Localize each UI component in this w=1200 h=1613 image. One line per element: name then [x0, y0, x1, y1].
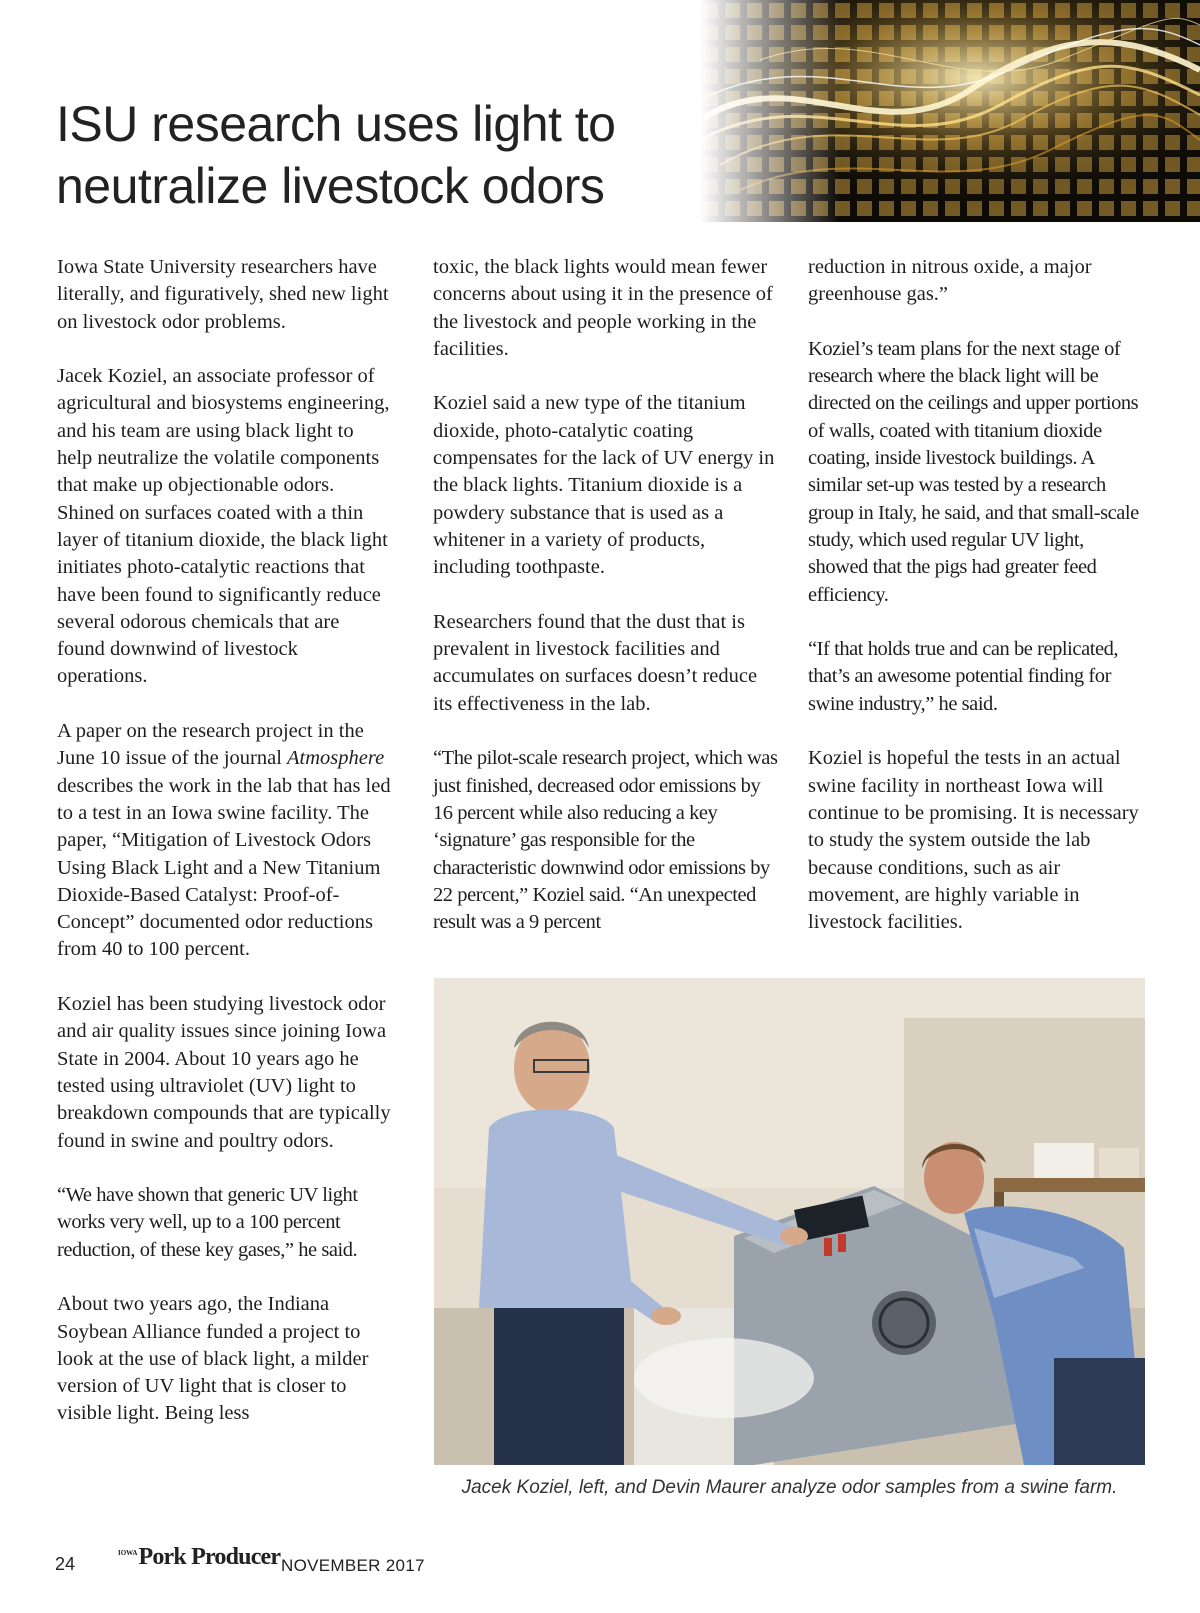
headline-line-1: ISU research uses light to [56, 96, 616, 152]
body-paragraph: Jacek Koziel, an associate professor of agricultural and biosystems engineering, and his team are using black light to help neutralize the volatile components that make up objectionable odors. Shined on surfaces coated with a thin layer of titanium dioxide, the black light initiates photo-catalytic reactions that have been found to significantly reduce several odorous chemicals that are found downwind of livestock operations. [57, 365, 390, 688]
light-streaks-image [700, 0, 1200, 222]
body-paragraph: About two years ago, the Indiana Soybean Alliance funded a project to look at the use of black light, a milder version of UV light that is closer to visible light. Being less [57, 1293, 369, 1425]
header-light-graphic [700, 0, 1200, 222]
magazine-name: Pork Producer [138, 1544, 281, 1570]
lab-photo [434, 978, 1145, 1465]
issue-date: NOVEMBER 2017 [281, 1556, 425, 1575]
body-paragraph: reduction in nitrous oxide, a major greenhouse gas.” [808, 256, 1092, 306]
body-paragraph: Researchers found that the dust that is prevalent in livestock facilities and accumulates on surfaces doesn’t reduce its effectiveness in the lab. [433, 610, 758, 715]
body-paragraph: Koziel said a new type of the titanium dioxide, photo-catalytic coating compensates for the lack of UV energy in the black lights. Titanium dioxide is a powdery substance that is used as a whitener in a variety of products, including toothpaste. [433, 392, 775, 579]
journal-text-before: A paper on the research project in the June 10 issue of the journal [57, 720, 364, 770]
article-column-3 [808, 254, 1148, 964]
body-paragraph-quote: “If that holds true and can be replicated, that’s an awesome potential finding for swine industry,” he said. [808, 638, 1119, 715]
article-headline [56, 93, 706, 217]
body-paragraph: Koziel has been studying livestock odor and air quality issues since joining Iowa State in 2004. About 10 years ago he tested using ultraviolet (UV) light to breakdown compounds that are typically found in swine and poultry odors. [57, 993, 391, 1152]
body-paragraph: Koziel is hopeful the tests in an actual swine facility in northeast Iowa will continue to be promising. It is necessary to study the system outside the lab because conditions, such as air movement, are highly variable in livestock facilities. [808, 747, 1139, 934]
body-paragraph-quote: “The pilot-scale research project, which was just finished, decreased odor emissions by 16 percent while also reducing a key ‘signature’ gas responsible for the characteristic downwind odor emissions by 22 percent,” Koziel said. “An unexpected result was a 9 percent [433, 747, 778, 934]
article-column-1 [57, 254, 392, 1455]
photo-caption: Jacek Koziel, left, and Devin Maurer analyze odor samples from a swine farm. [461, 1477, 1118, 1498]
body-paragraph: Koziel’s team plans for the next stage of research where the black light will be directed on the ceilings and upper portions of walls, coated with titanium dioxide coating, inside livestock buildings. A similar set-up was tested by a research group in Italy, he said, and that small-scale study, which used regular UV light, showed that the pigs had greater feed efficiency. [808, 337, 1139, 606]
body-paragraph-quote: “We have shown that generic UV light works very well, up to a 100 percent reduction, of these key gases,” he said. [57, 1184, 358, 1261]
researchers-photo-illustration [434, 978, 1145, 1465]
logo-prefix: IOWA [118, 1549, 138, 1557]
body-paragraph: toxic, the black lights would mean fewer concerns about using it in the presence of the livestock and people working in the facilities. [433, 256, 773, 360]
journal-name: Atmosphere [287, 747, 385, 770]
article-column-2 [433, 254, 778, 964]
magazine-logo [118, 1544, 280, 1571]
page-number: 24 [55, 1554, 76, 1574]
body-paragraph: Iowa State University researchers have literally, and figuratively, shed new light on livestock odor problems. [57, 256, 389, 333]
headline-line-2: neutralize livestock odors [56, 158, 605, 214]
journal-text-after: describes the work in the lab that has led to a test in an Iowa swine facility. The paper, “Mitigation of Livestock Odors Using Black Light and a New Titanium Dioxide-Based Catalyst: Proof-of-Concept” documented odor reductions from 40 to 100 percent. [57, 774, 391, 961]
body-paragraph-journal [57, 718, 392, 964]
